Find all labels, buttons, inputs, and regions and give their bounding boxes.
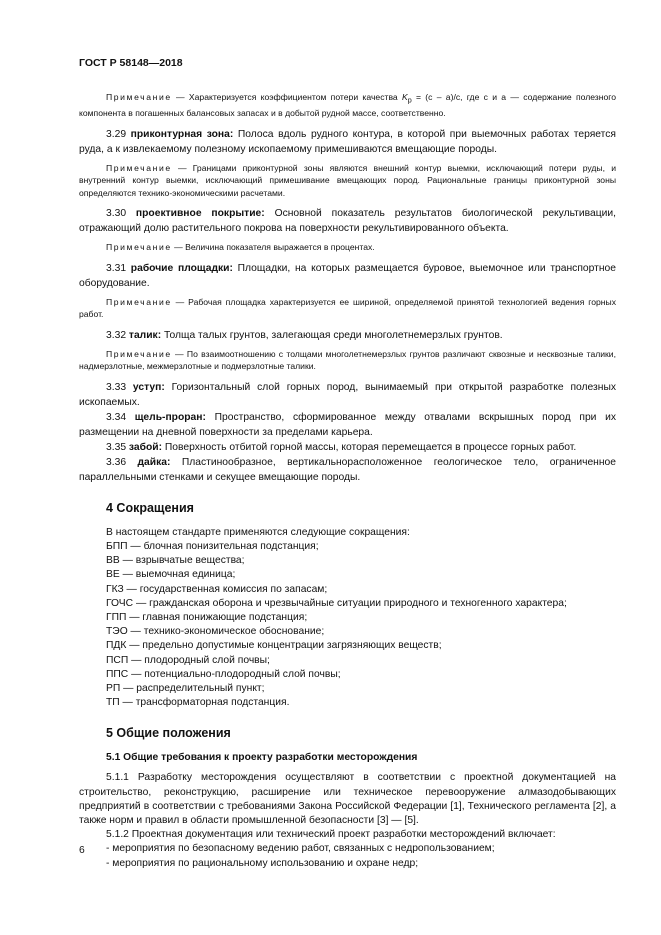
abbreviation-item: ВВ — взрывчатые вещества; (106, 555, 245, 567)
abbreviation-item: ПСП — плодородный слой почвы; (106, 654, 270, 666)
abbreviation-item: ГОЧС — гражданская оборона и чрезвычайные ситуации природного и техногенного характера; (106, 597, 567, 609)
term-3-30: 3.30 проективное покрытие: Основной показатель результатов биологической рекультивации, отражающий долю растительного покрова на поверхности рекультивированного объекта. (79, 208, 616, 235)
abbreviation-item: ВЕ — выемочная единица; (106, 569, 236, 581)
bullet-item: - мероприятия по безопасному ведению работ, связанных с недропользованием; (106, 843, 495, 855)
paragraph-5-1-1: 5.1.1 Разработку месторождения осуществляют в соответствии с проектной документацией на строительство, реконструкцию, расширение или техническое перевооружение алмазодобывающих предприятий в соответствии с требованиями Закона Российской Федерации [1], Технического регламента [2], а также норм и правил в области промышленной безопасности [3] — [5]. (79, 772, 616, 826)
abbreviation-item: ТП — трансформаторная подстанция. (106, 697, 290, 709)
section-4-intro: В настоящем стандарте применяются следующие сокращения: (106, 526, 410, 538)
note-3-32: Примечание — По взаимоотношению с толщами многолетнемерзлых грунтов различают сквозные и несквозные талики, надмерзлотные, межмерзлотные и подмерзлотные талики. (79, 348, 616, 372)
abbreviation-item: ГПП — главная понижающие подстанция; (106, 611, 308, 623)
paragraph-5-1-2: 5.1.2 Проектная документация или технический проект разработки месторождений включает: (106, 829, 556, 841)
note-3-31: Примечание — Рабочая площадка характеризуется ее шириной, определяемой принятой технологией ведения горных работ. (79, 296, 616, 320)
term-3-35: 3.35 забой: Поверхность отбитой горной массы, которая перемещается в процессе горных работ. (106, 441, 577, 453)
note-quality-loss: Примечание — Характеризуется коэффициентом потери качества $K_p = (c - a)/c$, где c и a — содержание полезного компонента в погашенных балансовых запасах и в добытой рудной массе, соответственно. (79, 92, 616, 119)
page-content (79, 91, 616, 871)
term-3-29: 3.29 приконтурная зона: Полоса вдоль рудного контура, в которой при выемочных работах теряется руда, а к извлекаемому полезному ископаемому примешиваются вмещающие породы. (79, 128, 617, 155)
term-3-36: 3.36 дайка: Пластинообразное, вертикальнорасположенное геологическое тело, ограниченное параллельными стенками и секущее вмещающие породы. (79, 456, 616, 483)
page-number: 6 (79, 845, 85, 856)
term-3-33: 3.33 уступ: Горизонтальный слой горных пород, вынимаемый при открытой разработке полезных ископаемых. (79, 381, 616, 408)
bullet-item: - мероприятия по рациональному использованию и охране недр; (106, 857, 419, 869)
section-4-title: 4 Сокращения (106, 500, 194, 515)
term-3-32: 3.32 талик: Толща талых грунтов, залегающая среди многолетнемерзлых грунтов. (106, 329, 503, 341)
abbreviation-item: РП — распределительный пункт; (106, 682, 265, 694)
abbreviation-item: ПДК — предельно допустимые концентрации загрязняющих веществ; (106, 640, 442, 652)
subsection-5-1-title: 5.1 Общие требования к проекту разработки месторождения (106, 752, 418, 764)
page-header: ГОСТ Р 58148—2018 (79, 57, 183, 69)
section-5-title: 5 Общие положения (106, 726, 231, 741)
term-3-31: 3.31 рабочие площадки: Площадки, на которых размещается буровое, выемочное или транспортное оборудование. (79, 262, 616, 289)
abbreviation-item: БПП — блочная понизительная подстанция; (106, 540, 319, 552)
term-3-34: 3.34 щель-проран: Пространство, сформированное между отвалами вскрышных пород при их размещении на дневной поверхности за пределами карьера. (79, 411, 617, 438)
abbreviation-item: ППС — потенциально-плодородный слой почвы; (106, 668, 341, 680)
note-3-30: Примечание — Величина показателя выражается в процентах. (106, 242, 375, 253)
abbreviation-item: ГКЗ — государственная комиссия по запасам; (106, 583, 328, 595)
abbreviation-item: ТЭО — технико-экономическое обоснование; (106, 626, 325, 638)
note-3-29: Примечание — Границами приконтурной зоны являются внешний контур выемки, исключающий потери руды, и внутренний контур выемки, исключающий примешивание вмещающих пород. Рациональные границы приконтурной зоны определяются технико-экономическими расчетами. (79, 162, 616, 198)
abbreviation-list (79, 540, 616, 710)
note-label: Примечание (106, 92, 172, 102)
